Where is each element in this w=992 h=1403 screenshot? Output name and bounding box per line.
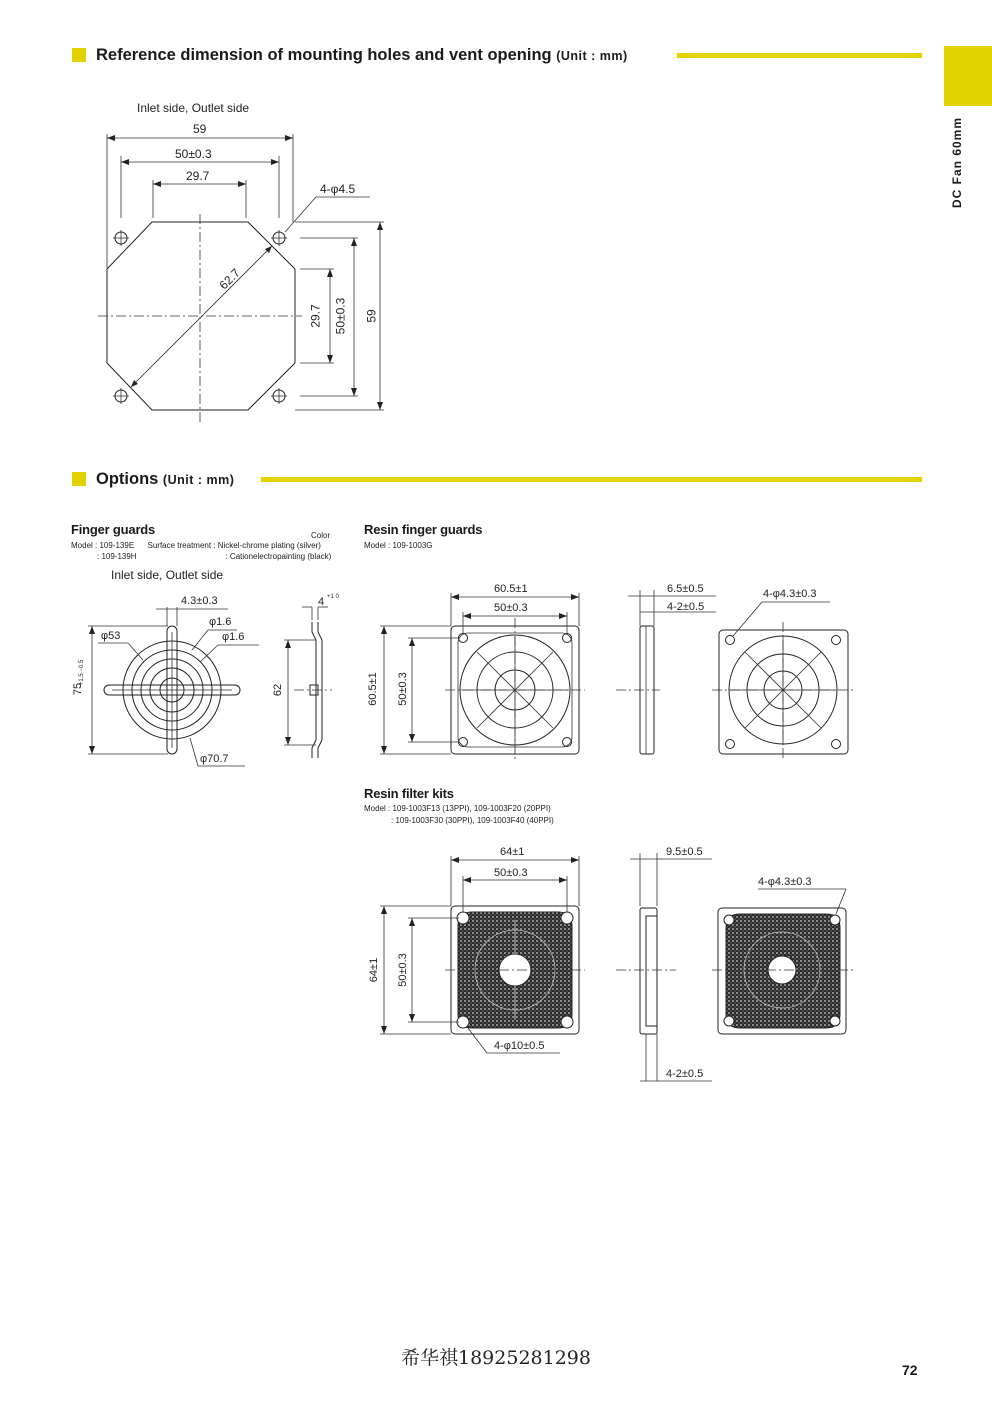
finger-dim-75-tol: +1.5 −0.5 (79, 659, 86, 686)
finger-dim-d70-7: φ70.7 (200, 753, 229, 765)
section2-unit: (Unit : mm) (162, 473, 235, 487)
resin-dim-60-5-w: 60.5±1 (494, 583, 528, 595)
filter-dim-64-w: 64±1 (500, 846, 525, 858)
resin-dim-holes: 4-φ4.3±0.3 (763, 588, 817, 600)
resin-filter-model-2: : 109-1003F30 (30PPI), 109-1003F40 (40PPI) (391, 816, 554, 825)
section2-title: Options (96, 470, 159, 488)
section1-unit: (Unit : mm) (556, 49, 628, 63)
filter-dim-9-5: 9.5±0.5 (666, 846, 703, 858)
filter-dim-50-h: 50±0.3 (396, 953, 409, 987)
finger-model-2: : 109-139H : Cationelectropainting (black) (97, 552, 332, 561)
finger-dim-4-3: 4.3±0.3 (181, 595, 218, 607)
filter-dim-64-h: 64±1 (368, 957, 381, 983)
finger-model-1: Model : 109-139E Surface treatment : Nickel-chrome plating (silver) (71, 541, 321, 550)
resin-dim-50-h: 50±0.3 (396, 672, 409, 706)
finger-dim-62: 62 (272, 683, 285, 697)
dim-holes: 4-φ4.5 (320, 182, 356, 196)
resin-dim-60-5-h: 60.5±1 (366, 672, 379, 706)
resin-dim-50-w: 50±0.3 (494, 602, 528, 614)
page-number: 72 (902, 1362, 918, 1378)
filter-dim-4-2: 4-2±0.5 (666, 1068, 704, 1080)
dim-width-50: 50±0.3 (175, 147, 212, 161)
section1-caption: Inlet side, Outlet side (137, 101, 250, 115)
finger-dim-d53: φ53 (101, 630, 121, 642)
dim-height-29-7: 29.7 (308, 304, 323, 328)
filter-dim-d10: 4-φ10±0.5 (494, 1040, 545, 1052)
finger-caption: Inlet side, Outlet side (111, 568, 224, 582)
finger-dim-75: 75 (72, 682, 85, 696)
dim-width-59: 59 (193, 122, 207, 136)
finger-color-header: Color (311, 531, 331, 540)
finger-dim-t4: 4 (318, 596, 325, 608)
resin-guards-model: Model : 109-1003G (364, 541, 433, 550)
finger-dim-d1-6a: φ1.6 (209, 616, 232, 628)
side-tab-label: DC Fan 60mm (950, 116, 964, 208)
section1-title: Reference dimension of mounting holes and vent opening (96, 46, 552, 64)
dim-height-59: 59 (364, 309, 379, 323)
watermark: 希华祺18925281298 (401, 1347, 591, 1369)
dim-diagonal: 62.7 (216, 265, 243, 293)
finger-dim-t4-tol: +1 0 (327, 594, 339, 600)
resin-filter-model-1: Model : 109-1003F13 (13PPI), 109-1003F20 (20PPI) (364, 804, 551, 813)
dim-width-29-7: 29.7 (186, 169, 210, 183)
dim-height-50: 50±0.3 (333, 297, 348, 335)
resin-filter-title: Resin filter kits (364, 786, 454, 801)
resin-dim-4-2: 4-2±0.5 (667, 601, 705, 613)
finger-dim-d1-6b: φ1.6 (222, 631, 245, 643)
filter-dim-50-w: 50±0.3 (494, 867, 528, 879)
filter-dim-holes: 4-φ4.3±0.3 (758, 876, 812, 888)
resin-guards-title: Resin finger guards (364, 522, 483, 537)
finger-guards-title: Finger guards (71, 522, 156, 537)
resin-dim-6-5: 6.5±0.5 (667, 583, 704, 595)
